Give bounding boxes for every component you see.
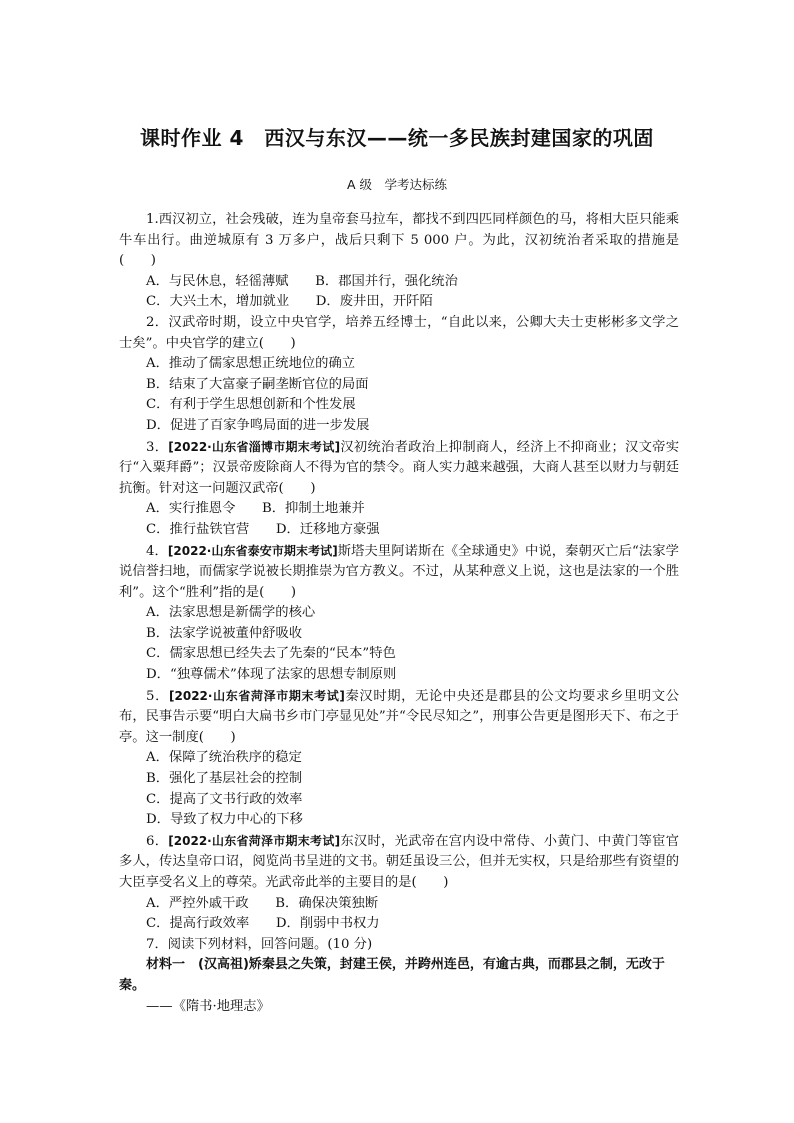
question-5-stem — [119, 686, 679, 749]
question-6-options-line-2: C．提高行政效率 D．削弱中书权力 — [146, 916, 380, 932]
question-list — [119, 210, 679, 1017]
question-5-source-tag: [2022·山东省菏泽市期末考试] — [169, 688, 345, 703]
question-4-option-b: B．法家学说被董仲舒吸收 — [146, 625, 303, 641]
question-3-source-tag: [2022·山东省淄博市期末考试] — [168, 439, 341, 454]
question-6-number: 6． — [146, 833, 169, 849]
question-5-text: 秦汉时期，无论中央还是郡县的公文均要求乡里明文公布，民事告示要“明白大扁书乡市门亭显见处”并“令民尽知之”，刑事公告更是图形天下、布之于亭。这一制度( ) — [119, 688, 679, 745]
question-3-options-line-1: A．实行推恩令 B．抑制土地兼并 — [146, 501, 365, 517]
question-2-option-b: B．结束了大富豪子嗣垄断官位的局面 — [146, 376, 369, 392]
question-6-options-line-1: A．严控外戚干政 B．确保决策独断 — [146, 895, 379, 911]
material-source: ——《隋书·地理志》 — [146, 998, 270, 1014]
question-2-option-c: C．有利于学生思想创新和个性发展 — [146, 397, 356, 413]
question-5-option-d: D．导致了权力中心的下移 — [146, 812, 303, 828]
question-4-option-a: A．法家思想是新儒学的核心 — [146, 605, 316, 621]
question-6-source-tag: [2022·山东省菏泽市期末考试] — [168, 833, 341, 848]
question-6-stem — [119, 831, 679, 894]
page-title: 课时作业 4 西汉与东汉——统一多民族封建国家的巩固 — [140, 126, 654, 150]
question-6-text: 东汉时，光武帝在宫内设中常侍、小黄门、中黄门等宦官多人，传达皇帝口诏，阅览尚书呈进的文书。朝廷虽设三公，但并无实权，只是给那些有资望的大臣享受名义上的尊荣。光武帝此举的主要目的是( ) — [119, 833, 679, 890]
question-4-option-d: D．“独尊儒术”体现了法家的思想专制原则 — [146, 667, 397, 683]
question-4-text: 斯塔夫里阿诺斯在《全球通史》中说，秦朝灭亡后“法家学说信誉扫地，而儒家学说被长期推崇为官方教义。不过，从某种意义上说，这也是法家的一个胜利”。这个“胜利”指的是( ) — [119, 543, 679, 600]
question-5-option-a: A．保障了统治秩序的稳定 — [146, 750, 302, 766]
question-4-option-c: C．儒家思想已经失去了先秦的“民本”特色 — [146, 646, 396, 662]
material-one: 材料一 (汉高祖)矫秦县之失策，封建王侯，并跨州连邑，有逾古典，而郡县之制，无改于秦。 — [119, 957, 665, 993]
question-2-option-d: D．促进了百家争鸣局面的进一步发展 — [146, 417, 370, 433]
question-1-options-line-1: A．与民休息，轻徭薄赋 B．郡国并行，强化统治 — [146, 273, 458, 289]
question-5-option-b: B．强化了基层社会的控制 — [146, 771, 303, 787]
question-4-number: 4． — [146, 543, 168, 559]
question-3-stem — [119, 437, 679, 500]
question-4-stem — [119, 541, 679, 604]
question-3-text: 汉初统治者政治上抑制商人，经济上不抑商业；汉文帝实行“入粟拜爵”；汉景帝废除商人不得为官的禁令。商人实力越来越强，大商人甚至以财力与朝廷抗衡。针对这一问题汉武帝( ) — [119, 439, 679, 496]
question-1-options-line-2: C．大兴土木，增加就业 D．废井田，开阡陌 — [146, 294, 433, 310]
question-2-stem: 2．汉武帝时期，设立中央官学，培养五经博士，“自此以来，公卿大夫士吏彬彬多文学之士矣”。中央官学的建立( ) — [119, 314, 679, 351]
section-heading: A 级 学考达标练 — [346, 177, 448, 192]
question-7-stem: 7．阅读下列材料，回答问题。(10 分) — [146, 936, 373, 952]
question-3-options-line-2: C．推行盐铁官营 D．迁移地方豪强 — [146, 521, 380, 537]
question-5-option-c: C．提高了文书行政的效率 — [146, 791, 303, 807]
question-5-number: 5． — [146, 688, 170, 704]
question-4-source-tag: [2022·山东省泰安市期末考试] — [167, 543, 338, 558]
question-1-stem: 1.西汉初立，社会残破，连为皇帝套马拉车，都找不到四匹同样颜色的马，将相大臣只能乘牛车出行。曲逆城原有 3 万多户，战后只剩下 5 000 户。为此，汉初统治者采取的措施是( ) — [119, 212, 679, 269]
question-3-number: 3． — [146, 439, 169, 455]
question-2-option-a: A．推动了儒家思想正统地位的确立 — [146, 356, 356, 372]
